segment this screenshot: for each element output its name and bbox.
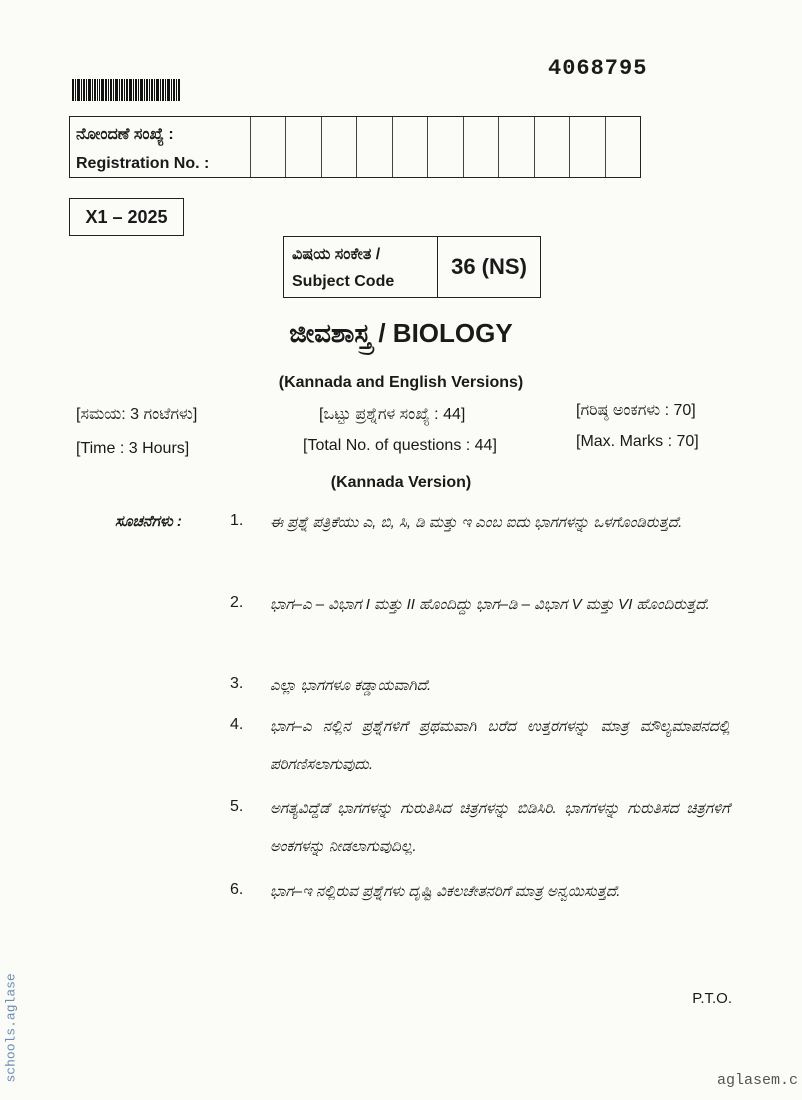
- subject-label-english: Subject Code: [292, 273, 395, 290]
- instruction-item: [230, 504, 730, 542]
- side-watermark: schools.aglase: [3, 973, 19, 1083]
- instruction-item: [230, 586, 730, 624]
- registration-cell[interactable]: [392, 117, 427, 177]
- instructions-label: ಸೂಚನೆಗಳು :: [115, 513, 182, 530]
- registration-cell[interactable]: [321, 117, 356, 177]
- questions-kannada: [ಒಟ್ಟು ಪ್ರಶ್ನೆಗಳ ಸಂಖ್ಯೆ : 44]: [319, 406, 466, 423]
- subject-code-value: 36 (NS): [451, 254, 527, 279]
- versions-note: (Kannada and English Versions): [278, 374, 524, 391]
- instruction-text: ಅಗತ್ಯವಿದ್ದೆಡೆ ಭಾಗಗಳನ್ನು ಗುರುತಿಸಿದ ಚಿತ್ರಗಳನ್ನು ಬಿಡಿಸಿರಿ. ಭಾಗಗಳನ್ನು ಗುರುತಿಸದ ಚಿತ್ರಗಳಿಗೆ ಅಂಕಗಳನ್ನು ನೀಡಲಾಗುವುದಿಲ್ಲ.: [270, 800, 730, 855]
- instruction-number: 5.: [230, 798, 244, 815]
- registration-cell[interactable]: [498, 117, 533, 177]
- instruction-number: 1.: [230, 512, 244, 529]
- subject-code-label: [284, 237, 438, 297]
- registration-cell[interactable]: [356, 117, 391, 177]
- registration-label-kannada: ನೋಂದಣೆ ಸಂಖ್ಯೆ :: [76, 126, 174, 143]
- time-english: [Time : 3 Hours]: [76, 440, 190, 457]
- kannada-version-heading: (Kannada Version): [330, 474, 472, 491]
- registration-cell[interactable]: [463, 117, 498, 177]
- instruction-text: ಭಾಗ–ಎ ನಲ್ಲಿನ ಪ್ರಶ್ನೆಗಳಿಗೆ ಪ್ರಥಮವಾಗಿ ಬರೆದ ಉತ್ತರಗಳನ್ನು ಮಾತ್ರ ಮೌಲ್ಯಮಾಪನದಲ್ಲಿ ಪರಿಗಣಿಸಲಾಗುವುದು.: [270, 718, 730, 773]
- registration-label-english: Registration No. :: [76, 155, 210, 172]
- instruction-text: ಈ ಪ್ರಶ್ನೆ ಪತ್ರಿಕೆಯು ಎ, ಬಿ, ಸಿ, ಡಿ ಮತ್ತು ಇ ಎಂಬ ಐದು ಭಾಗಗಳನ್ನು ಒಳಗೊಂಡಿರುತ್ತದೆ.: [270, 514, 683, 531]
- instruction-number: 3.: [230, 675, 244, 692]
- instruction-text: ಎಲ್ಲಾ ಭಾಗಗಳೂ ಕಡ್ಡಾಯವಾಗಿದೆ.: [270, 677, 432, 694]
- subject-label-kannada: ವಿಷಯ ಸಂಕೇತ /: [292, 246, 381, 263]
- registration-cell[interactable]: [569, 117, 604, 177]
- registration-cell[interactable]: [285, 117, 320, 177]
- registration-cell[interactable]: [605, 117, 640, 177]
- marks-english: [Max. Marks : 70]: [576, 433, 699, 450]
- page-title: ಜೀವಶಾಸ್ತ್ರ / BIOLOGY: [289, 318, 513, 348]
- instruction-text: ಭಾಗ–ಇ ನಲ್ಲಿರುವ ಪ್ರಶ್ನೆಗಳು ದೃಷ್ಟಿ ವಿಕಲಚೇತನರಿಗೆ ಮಾತ್ರ ಅನ್ವಯಿಸುತ್ತದೆ.: [270, 883, 621, 900]
- instruction-item: [230, 708, 730, 784]
- registration-cell[interactable]: [427, 117, 462, 177]
- instruction-number: 4.: [230, 716, 244, 733]
- registration-cell[interactable]: [250, 117, 285, 177]
- marks-kannada: [ಗರಿಷ್ಠ ಅಂಕಗಳು : 70]: [576, 402, 696, 419]
- instruction-number: 6.: [230, 881, 244, 898]
- instruction-item: [230, 873, 730, 911]
- instruction-text: ಭಾಗ–ಎ – ವಿಭಾಗ I ಮತ್ತು II ಹೊಂದಿದ್ದು ಭಾಗ–ಡಿ – ವಿಭಾಗ V ಮತ್ತು VI ಹೊಂದಿರುತ್ತದೆ.: [270, 596, 710, 613]
- instruction-number: 2.: [230, 594, 244, 611]
- registration-labels: [70, 117, 250, 177]
- pto-note: P.T.O.: [692, 990, 732, 1007]
- exam-code: X1 – 2025: [69, 198, 184, 236]
- bottom-watermark: aglasem.c: [716, 1072, 798, 1089]
- time-kannada: [ಸಮಯ: 3 ಗಂಟೆಗಳು]: [76, 406, 198, 423]
- registration-cell[interactable]: [534, 117, 569, 177]
- registration-box: [69, 116, 641, 178]
- subject-code-box: [283, 236, 541, 298]
- registration-cells[interactable]: [250, 117, 640, 177]
- barcode: [72, 79, 180, 101]
- serial-number: 4068795: [548, 56, 648, 81]
- questions-english: [Total No. of questions : 44]: [303, 437, 497, 454]
- instruction-item: [230, 790, 730, 866]
- instruction-item: [230, 667, 730, 705]
